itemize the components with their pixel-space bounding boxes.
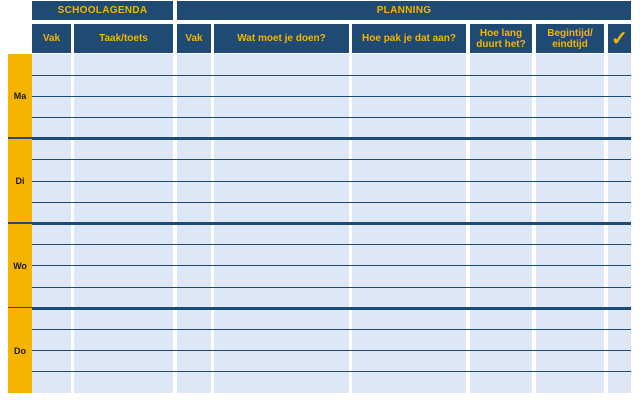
column-header-4: Wat moet je doen? (214, 24, 349, 53)
row-divider (32, 181, 631, 182)
column-header-8 (608, 24, 631, 53)
row-divider (32, 244, 631, 245)
row-divider (32, 117, 631, 118)
row-divider (32, 371, 631, 372)
row-divider (32, 329, 631, 330)
row-divider (32, 287, 631, 288)
column-header-5: Hoe pak je dat aan? (352, 24, 466, 53)
day-separator (8, 307, 631, 310)
day-label-wo: Wo (13, 260, 27, 271)
row-divider (32, 96, 631, 97)
row-divider (32, 202, 631, 203)
row-divider (32, 75, 631, 76)
group-header-planning: PLANNING (177, 1, 631, 20)
row-divider (32, 159, 631, 160)
column-header-7: Begintijd/ eindtijd (536, 24, 604, 53)
row-divider (32, 265, 631, 266)
group-header-schoolagenda: SCHOOLAGENDA (32, 1, 173, 20)
column-header-3: Vak (177, 24, 211, 53)
column-header-2: Taak/toets (74, 24, 173, 53)
checkmark-icon: ✓ (611, 27, 628, 50)
day-label-do: Do (14, 345, 26, 356)
day-separator (8, 137, 631, 140)
column-header-1: Vak (32, 24, 71, 53)
day-separator (8, 222, 631, 225)
column-header-6: Hoe lang duurt het? (470, 24, 532, 53)
day-label-ma: Ma (13, 91, 27, 102)
row-divider (32, 350, 631, 351)
day-label-di: Di (15, 176, 25, 187)
